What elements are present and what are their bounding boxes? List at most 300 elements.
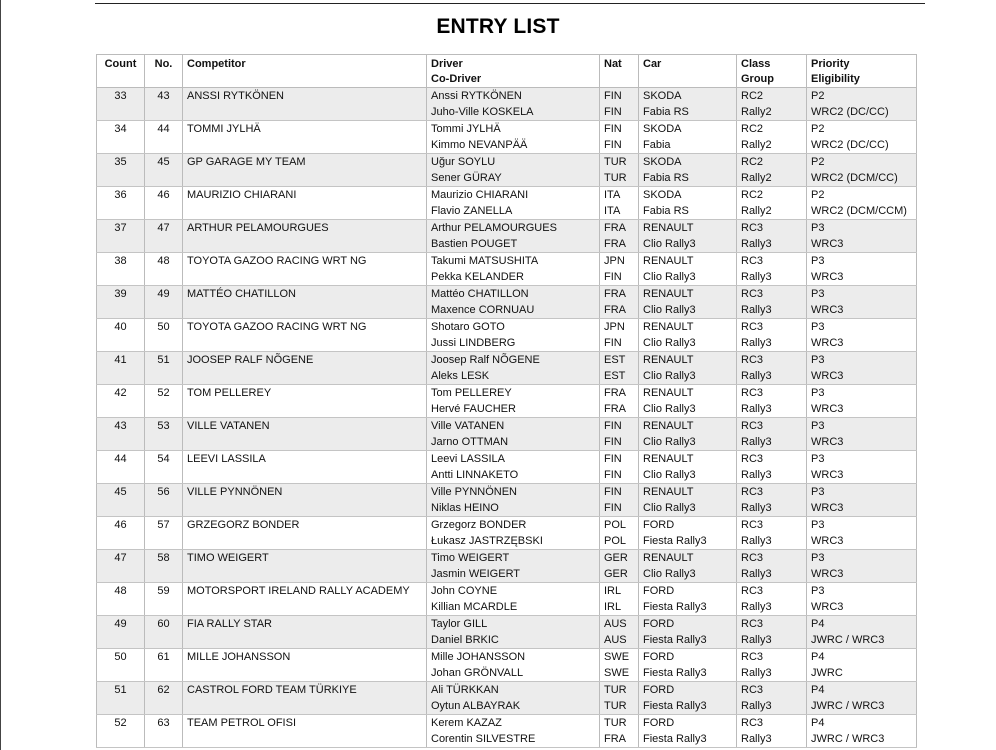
cell-competitor [183, 517, 427, 550]
cell-nat-nat-driver: FIN [604, 90, 622, 102]
table-row [97, 385, 917, 418]
cell-class-group: Rally3 [741, 270, 772, 283]
cell-count [97, 583, 145, 616]
cell-competitor-competitor: TOYOTA GAZOO RACING WRT NG [187, 255, 367, 267]
cell-crew [427, 88, 600, 121]
cell-nat-nat-co: FIN [604, 501, 622, 514]
cell-crew [427, 451, 600, 484]
table-row [97, 319, 917, 352]
cell-count-count: 43 [114, 420, 127, 432]
table-row [97, 352, 917, 385]
cell-car [639, 286, 737, 319]
cell-crew [427, 187, 600, 220]
cell-nat [600, 649, 639, 682]
cell-nat-nat-co: GER [604, 567, 628, 580]
cell-count-count: 46 [114, 519, 127, 531]
cell-priority [807, 88, 917, 121]
cell-crew-co-driver: Pekka KELANDER [431, 270, 524, 283]
cell-priority [807, 715, 917, 748]
cell-class-class: RC3 [741, 684, 764, 696]
cell-count [97, 715, 145, 748]
cell-crew [427, 517, 600, 550]
cell-crew-co-driver: Oytun ALBAYRAK [431, 699, 521, 712]
cell-priority-priority: P3 [811, 486, 825, 498]
cell-car-car-model: Fiesta Rally3 [643, 666, 707, 679]
cell-crew-co-driver: Bastien POUGET [431, 237, 518, 250]
cell-class [737, 583, 807, 616]
cell-count [97, 352, 145, 385]
cell-crew-driver: Ali TÜRKKAN [431, 684, 499, 696]
cell-class-group: Rally3 [741, 534, 772, 547]
cell-number-no: 61 [157, 651, 170, 663]
cell-class-class: RC3 [741, 585, 764, 597]
cell-car-car-model: Clio Rally3 [643, 336, 696, 349]
cell-car [639, 88, 737, 121]
table-row [97, 484, 917, 517]
cell-class-class: RC3 [741, 453, 764, 465]
cell-nat-nat-co: FIN [604, 336, 622, 349]
cell-nat [600, 550, 639, 583]
cell-number [145, 649, 183, 682]
cell-crew-co-driver: Jussi LINDBERG [431, 336, 516, 349]
cell-count [97, 616, 145, 649]
cell-count [97, 517, 145, 550]
cell-competitor-competitor: ANSSI RYTKÖNEN [187, 90, 284, 102]
cell-nat-nat-co: IRL [604, 600, 622, 613]
cell-nat-nat-co: FRA [604, 402, 626, 415]
cell-number-no: 43 [157, 90, 170, 102]
cell-class-group: Rally2 [741, 138, 772, 151]
cell-car-car-make: SKODA [643, 189, 682, 201]
top-rule [95, 3, 925, 4]
cell-competitor [183, 484, 427, 517]
page-title: ENTRY LIST [436, 15, 560, 38]
cell-crew [427, 253, 600, 286]
cell-crew-co-driver: Sener GÜRAY [431, 171, 502, 184]
cell-nat-nat-co: FIN [604, 270, 622, 283]
cell-nat-nat-driver: TUR [604, 156, 627, 168]
cell-crew [427, 682, 600, 715]
cell-class-class: RC3 [741, 519, 764, 531]
cell-priority-eligibility: WRC2 (DCM/CCM) [811, 204, 907, 217]
cell-competitor [183, 187, 427, 220]
cell-class-group: Rally3 [741, 237, 772, 250]
cell-car-car-model: Fiesta Rally3 [643, 732, 707, 745]
cell-class [737, 682, 807, 715]
cell-class-class: RC2 [741, 123, 764, 135]
cell-car [639, 352, 737, 385]
cell-car [639, 220, 737, 253]
cell-crew-co-driver: Łukasz JASTRZĘBSKI [431, 534, 543, 547]
cell-nat [600, 484, 639, 517]
cell-nat [600, 88, 639, 121]
cell-car-car-model: Clio Rally3 [643, 468, 696, 481]
cell-priority-eligibility: WRC3 [811, 369, 844, 382]
cell-number-no: 58 [157, 552, 170, 564]
cell-class [737, 715, 807, 748]
cell-count [97, 121, 145, 154]
cell-class [737, 253, 807, 286]
cell-crew-co-driver: Killian MCARDLE [431, 600, 518, 613]
cell-priority-priority: P3 [811, 420, 825, 432]
cell-number [145, 583, 183, 616]
cell-car [639, 682, 737, 715]
cell-nat [600, 517, 639, 550]
cell-competitor [183, 451, 427, 484]
cell-competitor [183, 121, 427, 154]
cell-car-car-model: Clio Rally3 [643, 369, 696, 382]
cell-count [97, 187, 145, 220]
cell-car-car-make: RENAULT [643, 486, 694, 498]
cell-car-car-make: SKODA [643, 90, 682, 102]
cell-competitor-competitor: LEEVI LASSILA [187, 453, 266, 465]
cell-priority [807, 121, 917, 154]
cell-number-no: 62 [157, 684, 170, 696]
col-header-count: Count [97, 55, 145, 88]
cell-nat-nat-co: FRA [604, 237, 626, 250]
cell-nat [600, 187, 639, 220]
cell-class-class: RC3 [741, 222, 764, 234]
cell-priority-priority: P3 [811, 519, 825, 531]
cell-class-group: Rally3 [741, 699, 772, 712]
cell-class [737, 352, 807, 385]
cell-nat [600, 154, 639, 187]
col-header-codriver-label: Co-Driver [431, 73, 482, 85]
table-row [97, 583, 917, 616]
table-row [97, 187, 917, 220]
cell-car-car-make: RENAULT [643, 420, 694, 432]
cell-priority [807, 319, 917, 352]
cell-car-car-model: Fabia RS [643, 204, 689, 217]
cell-car-car-model: Clio Rally3 [643, 567, 696, 580]
cell-crew-co-driver: Kimmo NEVANPÄÄ [431, 138, 528, 151]
cell-car [639, 583, 737, 616]
cell-car-car-make: FORD [643, 651, 675, 663]
cell-priority [807, 484, 917, 517]
cell-count-count: 42 [114, 387, 127, 399]
cell-car-car-model: Clio Rally3 [643, 303, 696, 316]
cell-priority-eligibility: WRC3 [811, 303, 844, 316]
cell-car-car-model: Clio Rally3 [643, 501, 696, 514]
col-header-nat: Nat [600, 55, 639, 88]
cell-number-no: 51 [157, 354, 170, 366]
cell-number-no: 50 [157, 321, 170, 333]
cell-nat-nat-driver: IRL [604, 585, 622, 597]
cell-number [145, 616, 183, 649]
cell-class-class: RC3 [741, 717, 764, 729]
cell-crew-co-driver: Antti LINNAKETO [431, 468, 519, 481]
cell-number [145, 88, 183, 121]
cell-crew [427, 649, 600, 682]
cell-competitor [183, 352, 427, 385]
cell-crew [427, 484, 600, 517]
cell-count-count: 52 [114, 717, 127, 729]
cell-nat-nat-co: TUR [604, 699, 627, 712]
cell-competitor [183, 715, 427, 748]
cell-priority [807, 187, 917, 220]
cell-priority-priority: P2 [811, 90, 825, 102]
cell-crew-co-driver: Daniel BRKIC [431, 633, 499, 646]
cell-car [639, 253, 737, 286]
cell-car-car-model: Fiesta Rally3 [643, 699, 707, 712]
cell-crew [427, 418, 600, 451]
cell-crew-driver: Mattéo CHATILLON [431, 288, 529, 300]
cell-count-count: 37 [114, 222, 127, 234]
cell-nat-nat-driver: FIN [604, 486, 622, 498]
table-header-row [97, 55, 917, 88]
cell-count-count: 39 [114, 288, 127, 300]
cell-number-no: 57 [157, 519, 170, 531]
cell-crew-co-driver: Jarno OTTMAN [431, 435, 509, 448]
cell-priority-priority: P2 [811, 189, 825, 201]
cell-nat-nat-driver: FRA [604, 387, 626, 399]
col-header-eligibility-label: Eligibility [811, 73, 860, 85]
cell-priority-eligibility: JWRC [811, 666, 843, 679]
cell-competitor [183, 88, 427, 121]
cell-crew-driver: Uğur SOYLU [431, 156, 496, 168]
cell-class [737, 517, 807, 550]
cell-nat [600, 319, 639, 352]
cell-competitor [183, 154, 427, 187]
cell-crew-driver: Timo WEIGERT [431, 552, 510, 564]
cell-number [145, 352, 183, 385]
col-header-class-label: Class [741, 58, 771, 70]
cell-number [145, 253, 183, 286]
cell-crew-co-driver: Johan GRÖNVALL [431, 666, 524, 679]
cell-count-count: 36 [114, 189, 127, 201]
cell-class-class: RC2 [741, 90, 764, 102]
cell-priority-eligibility: WRC3 [811, 402, 844, 415]
cell-class [737, 286, 807, 319]
cell-count-count: 48 [114, 585, 127, 597]
cell-priority-eligibility: WRC3 [811, 468, 844, 481]
table-row [97, 451, 917, 484]
cell-class-class: RC3 [741, 618, 764, 630]
cell-nat-nat-co: SWE [604, 666, 630, 679]
cell-car-car-make: RENAULT [643, 222, 694, 234]
col-header-driver-label: Driver [431, 58, 463, 70]
cell-car [639, 517, 737, 550]
cell-car-car-model: Clio Rally3 [643, 435, 696, 448]
cell-nat-nat-driver: TUR [604, 717, 627, 729]
col-header-car: Car [639, 55, 737, 88]
cell-priority [807, 616, 917, 649]
cell-nat-nat-driver: GER [604, 552, 628, 564]
cell-class-class: RC3 [741, 321, 764, 333]
cell-nat [600, 418, 639, 451]
cell-priority-priority: P3 [811, 552, 825, 564]
cell-count [97, 385, 145, 418]
cell-count-count: 33 [114, 90, 127, 102]
cell-number [145, 682, 183, 715]
cell-class-class: RC3 [741, 288, 764, 300]
cell-car-car-model: Clio Rally3 [643, 402, 696, 415]
cell-count-count: 50 [114, 651, 127, 663]
cell-number [145, 517, 183, 550]
cell-priority-eligibility: JWRC / WRC3 [811, 699, 885, 712]
cell-priority [807, 451, 917, 484]
cell-car-car-make: RENAULT [643, 354, 694, 366]
cell-competitor [183, 319, 427, 352]
cell-number [145, 715, 183, 748]
cell-count [97, 253, 145, 286]
cell-crew-driver: Arthur PELAMOURGUES [431, 222, 557, 234]
cell-nat-nat-driver: JPN [604, 321, 625, 333]
cell-competitor-competitor: VILLE VATANEN [187, 420, 270, 432]
cell-count-count: 40 [114, 321, 127, 333]
cell-priority-eligibility: WRC3 [811, 336, 844, 349]
cell-car-car-model: Fabia RS [643, 171, 689, 184]
cell-count [97, 550, 145, 583]
cell-competitor-competitor: MATTÉO CHATILLON [187, 288, 296, 300]
cell-priority [807, 418, 917, 451]
cell-nat-nat-driver: JPN [604, 255, 625, 267]
cell-priority-priority: P4 [811, 684, 825, 696]
cell-count [97, 220, 145, 253]
cell-car-car-model: Fiesta Rally3 [643, 600, 707, 613]
cell-class-group: Rally3 [741, 732, 772, 745]
cell-car-car-make: SKODA [643, 123, 682, 135]
cell-nat [600, 121, 639, 154]
cell-count [97, 649, 145, 682]
cell-car [639, 154, 737, 187]
cell-priority [807, 550, 917, 583]
cell-car [639, 418, 737, 451]
cell-crew-driver: Taylor GILL [431, 618, 488, 630]
cell-count-count: 44 [114, 453, 127, 465]
cell-competitor [183, 550, 427, 583]
cell-car-car-make: RENAULT [643, 552, 694, 564]
cell-crew-driver: Tommi JYLHÄ [431, 123, 501, 135]
cell-competitor-competitor: FIA RALLY STAR [187, 618, 272, 630]
col-header-no: No. [145, 55, 183, 88]
cell-count [97, 484, 145, 517]
cell-crew-co-driver: Maxence CORNUAU [431, 303, 535, 316]
cell-priority-eligibility: WRC3 [811, 534, 844, 547]
cell-priority [807, 154, 917, 187]
table-row [97, 88, 917, 121]
cell-crew [427, 154, 600, 187]
cell-count [97, 418, 145, 451]
cell-priority-eligibility: JWRC / WRC3 [811, 732, 885, 745]
table-row [97, 616, 917, 649]
cell-competitor [183, 682, 427, 715]
cell-priority-priority: P3 [811, 453, 825, 465]
cell-nat-nat-co: EST [604, 369, 626, 382]
cell-number-no: 53 [157, 420, 170, 432]
cell-nat-nat-driver: FIN [604, 453, 622, 465]
cell-nat [600, 583, 639, 616]
cell-class-group: Rally3 [741, 633, 772, 646]
cell-priority [807, 385, 917, 418]
cell-class-group: Rally2 [741, 204, 772, 217]
cell-car-car-make: FORD [643, 684, 675, 696]
cell-priority-eligibility: JWRC / WRC3 [811, 633, 885, 646]
cell-crew-driver: Ville PYNNÖNEN [431, 486, 517, 498]
cell-crew-driver: John COYNE [431, 585, 498, 597]
cell-count-count: 38 [114, 255, 127, 267]
cell-nat-nat-co: AUS [604, 633, 627, 646]
cell-competitor-competitor: MAURIZIO CHIARANI [187, 189, 297, 201]
cell-nat-nat-co: FIN [604, 105, 622, 118]
cell-nat-nat-driver: TUR [604, 684, 627, 696]
cell-competitor-competitor: TOYOTA GAZOO RACING WRT NG [187, 321, 367, 333]
cell-competitor-competitor: ARTHUR PELAMOURGUES [187, 222, 329, 234]
cell-number [145, 286, 183, 319]
cell-nat-nat-driver: POL [604, 519, 627, 531]
cell-crew-driver: Kerem KAZAZ [431, 717, 502, 729]
cell-number [145, 121, 183, 154]
cell-count-count: 41 [114, 354, 127, 366]
cell-nat-nat-co: FRA [604, 732, 626, 745]
cell-number [145, 154, 183, 187]
table-row [97, 550, 917, 583]
cell-crew [427, 352, 600, 385]
cell-class-class: RC3 [741, 354, 764, 366]
cell-crew-co-driver: Juho-Ville KOSKELA [431, 105, 534, 118]
cell-nat-nat-driver: AUS [604, 618, 627, 630]
cell-class-group: Rally3 [741, 336, 772, 349]
cell-nat-nat-driver: SWE [604, 651, 630, 663]
cell-count [97, 451, 145, 484]
cell-priority [807, 286, 917, 319]
cell-crew-driver: Grzegorz BONDER [431, 519, 527, 531]
cell-nat-nat-co: FRA [604, 303, 626, 316]
col-header-priority-label: Priority [811, 58, 850, 70]
cell-crew-co-driver: Corentin SILVESTRE [431, 732, 536, 745]
cell-crew [427, 385, 600, 418]
cell-number-no: 49 [157, 288, 170, 300]
cell-priority-priority: P3 [811, 354, 825, 366]
cell-number [145, 187, 183, 220]
cell-count-count: 35 [114, 156, 127, 168]
cell-competitor [183, 286, 427, 319]
table-row [97, 286, 917, 319]
cell-priority-priority: P3 [811, 585, 825, 597]
col-header-competitor: Competitor [183, 55, 427, 88]
cell-nat-nat-co: POL [604, 534, 627, 547]
cell-priority [807, 682, 917, 715]
cell-priority-eligibility: WRC3 [811, 567, 844, 580]
cell-number [145, 418, 183, 451]
cell-class [737, 418, 807, 451]
table-row [97, 154, 917, 187]
cell-nat-nat-driver: FIN [604, 123, 622, 135]
cell-class [737, 616, 807, 649]
table-row [97, 418, 917, 451]
cell-car-car-model: Clio Rally3 [643, 270, 696, 283]
cell-class [737, 550, 807, 583]
cell-class-group: Rally3 [741, 402, 772, 415]
cell-crew-driver: Takumi MATSUSHITA [431, 255, 539, 267]
cell-nat-nat-co: ITA [604, 204, 621, 217]
cell-car-car-make: FORD [643, 717, 675, 729]
cell-nat-nat-driver: FRA [604, 288, 626, 300]
cell-car-car-make: FORD [643, 519, 675, 531]
cell-number-no: 47 [157, 222, 170, 234]
cell-number-no: 48 [157, 255, 170, 267]
cell-car [639, 451, 737, 484]
cell-class [737, 451, 807, 484]
cell-competitor [183, 253, 427, 286]
cell-car-car-make: FORD [643, 618, 675, 630]
cell-crew [427, 583, 600, 616]
cell-class [737, 187, 807, 220]
cell-car [639, 715, 737, 748]
cell-nat [600, 253, 639, 286]
cell-competitor-competitor: TOMMI JYLHÄ [187, 123, 261, 135]
cell-count-count: 34 [114, 123, 127, 135]
